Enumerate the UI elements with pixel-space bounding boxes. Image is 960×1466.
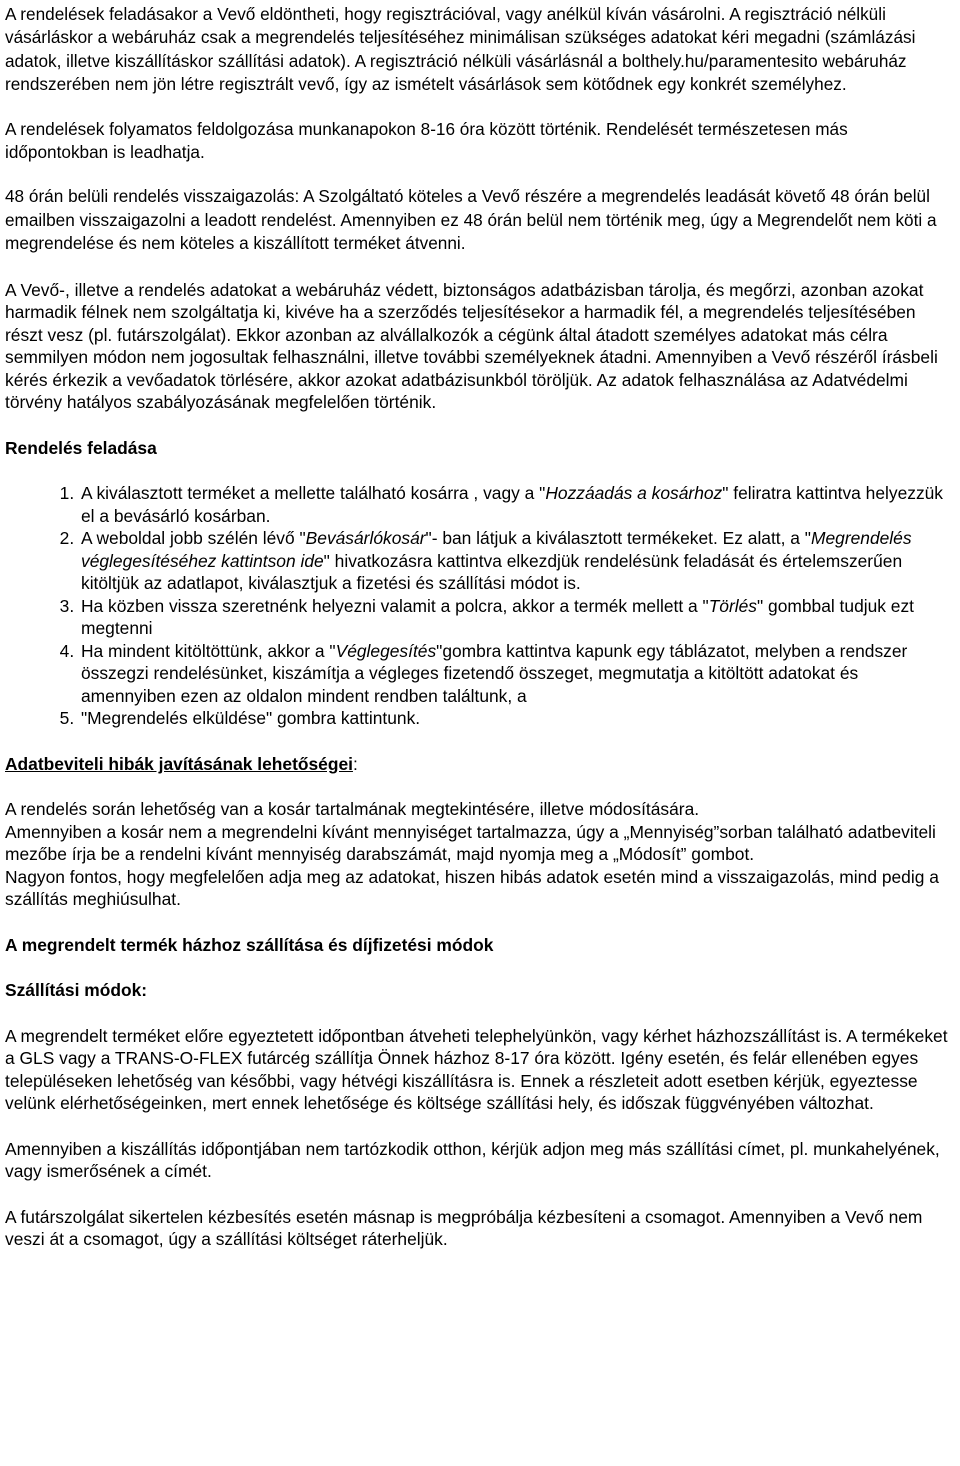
step-text: A kiválasztott terméket a mellette található kosárra , vagy a " xyxy=(81,483,546,504)
step-emphasis: Megrendelés véglegesítéséhez kattintson ide xyxy=(81,528,912,571)
step-text: "gombra kattintva kapunk egy táblázatot, melyben a rendszer összegzi rendelésünket, kiszámítja a végleges fizetendő összeget, megmutatja a kitöltött adatokat és amennyiben ezen az oldalon mindent rendben találtunk, a xyxy=(81,640,908,706)
redelivery-paragraph: A futárszolgálat sikertelen kézbesítés esetén másnap is megpróbálja kézbesíteni a csomagot. Amennyiben a Vevő nem veszi át a csomagot, úgy a szállítási költséget ráterheljük. xyxy=(5,1206,923,1250)
step-emphasis: Törlés xyxy=(708,595,758,616)
step-text: A weboldal jobb szélén lévő " xyxy=(81,528,306,549)
step-text: " feliratra kattintva helyezzük el a bevásárló kosárban. xyxy=(81,483,944,526)
input-errors-heading-colon: : xyxy=(352,753,358,774)
accurate-data-paragraph: Nagyon fontos, hogy megfelelően adja meg az adatokat, hiszen hibás adatok esetén mind a visszaigazolás, mind pedig a szállítás meghiúsulhat. xyxy=(5,866,939,910)
step-text: " gombbal tudjuk ezt megtenni xyxy=(81,595,914,639)
step-text: "Megrendelés elküldése" gombra kattintunk. xyxy=(81,708,421,729)
input-errors-heading xyxy=(5,753,955,776)
cart-review-paragraph: A rendelés során lehetőség van a kosár tartalmának megtekintésére, illetve módosítására. xyxy=(5,799,700,820)
order-heading: Rendelés feladása xyxy=(5,437,157,458)
step-emphasis: Véglegesítés xyxy=(335,640,437,661)
processing-hours-paragraph: A rendelések folyamatos feldolgozása munkanapokon 8-16 óra között történik. Rendelését természetesen más időpontokban is leadhatja. xyxy=(5,118,848,163)
order-steps-list xyxy=(5,482,955,730)
step-text: " hivatkozásra kattintva elkezdjük rendelésünk feladását és értelemszerűen kitöltjük az adatlapot, kiválasztjuk a fizetési és szállítási módot is. xyxy=(81,550,903,594)
registration-paragraph: A rendelések feladásakor a Vevő eldöntheti, hogy regisztrációval, vagy anélkül kíván vásárolni. A regisztráció nélküli vásárláskor a webáruház csak a megrendelés teljesítéséhez minimálisan szükséges adatokat kéri megadni (számlázási adatok, illetve kiszállításkor szállítási adatok). A regisztráció nélküli vásárlásnál a bolthely.hu/paramentesito webáruház rendszerében nem jön létre regisztrált vevő, így az ismételt vásárlások sem kötődnek egy konkrét személyhez. xyxy=(5,4,916,95)
quantity-change-paragraph: Amennyiben a kosár nem a megrendelni kívánt mennyiséget tartalmazza, úgy a „Mennyiség”sorban található adatbeviteli mezőbe írja be a rendelni kívánt mennyiség darabszámát, majd nyomja meg a „Módosít” gombot. xyxy=(5,821,936,865)
step-text: "- ban látjuk a kiválasztott termékeket. Ez alatt, a " xyxy=(425,528,811,549)
step-text: Ha közben vissza szeretnénk helyezni valamit a polcra, akkor a termék mellett a " xyxy=(81,595,709,616)
step-emphasis: Bevásárlókosár xyxy=(305,528,426,549)
input-errors-heading-text: Adatbeviteli hibák javításának lehetőségei xyxy=(5,753,353,774)
order-step xyxy=(79,707,955,730)
delivery-payment-heading: A megrendelt termék házhoz szállítása és díjfizetési módok xyxy=(5,934,494,955)
confirmation-paragraph: 48 órán belüli rendelés visszaigazolás: A Szolgáltató köteles a Vevő részére a megrendelés leadását követő 48 órán belül emailben visszaigazolni a leadott rendelést. Amennyiben ez 48 órán belül nem történik meg, úgy a Megrendelőt nem köti a megrendelése és nem köteles a kiszállított terméket átvenni. xyxy=(5,186,937,254)
alternate-address-paragraph: Amennyiben a kiszállítás időpontjában nem tartózkodik otthon, kérjük adjon meg más szállítási címet, pl. munkahelyének, vagy ismerősének a címét. xyxy=(5,1138,940,1182)
shipping-details-paragraph: A megrendelt terméket előre egyeztetett időpontban átveheti telephelyünkön, vagy kérhet házhozszállítást is. A termékeket a GLS vagy a TRANS-O-FLEX futárcég szállítja Önnek házhoz 8-17 óra között. Igény esetén, és felár ellenében egyes településeken lehetőség van későbbi, vagy hétvégi kiszállításra is. Ennek a részleteit adott esetben kérjük, egyeztesse velünk elérhetőségeinken, mert ennek lehetősége és költsége szállítási hely, és időszak függvényében változhat. xyxy=(5,1025,948,1114)
order-step xyxy=(79,595,955,640)
shipping-methods-heading: Szállítási módok: xyxy=(5,980,148,1001)
order-step xyxy=(79,640,955,708)
step-emphasis: Hozzáadás a kosárhoz xyxy=(545,483,723,504)
step-text: Ha mindent kitöltöttünk, akkor a " xyxy=(81,640,336,661)
order-step xyxy=(79,482,955,527)
data-protection-paragraph: A Vevő-, illetve a rendelés adatokat a webáruház védett, biztonságos adatbázisban tárolja, és megőrzi, azonban azokat harmadik félnek nem szolgáltatja ki, kivéve ha a szerződés teljesítésekor a harmadik fél, a megrendelés teljesítésében részt vesz (pl. futárszolgálat). Ekkor azonban az alvállalkozók a cégünk által átadott személyes adatokat más célra semmilyen módon nem jogosultak felhasználni, illetve további személyeknek átadni. Amennyiben a Vevő részéről írásbeli kérés érkezik a vevőadatok törlésére, akkor azokat adatbázisunkból töröljük. Az adatok felhasználása az Adatvédelmi törvény hatályos szabályozásának megfelelően történik. xyxy=(5,279,938,413)
order-step xyxy=(79,527,955,595)
